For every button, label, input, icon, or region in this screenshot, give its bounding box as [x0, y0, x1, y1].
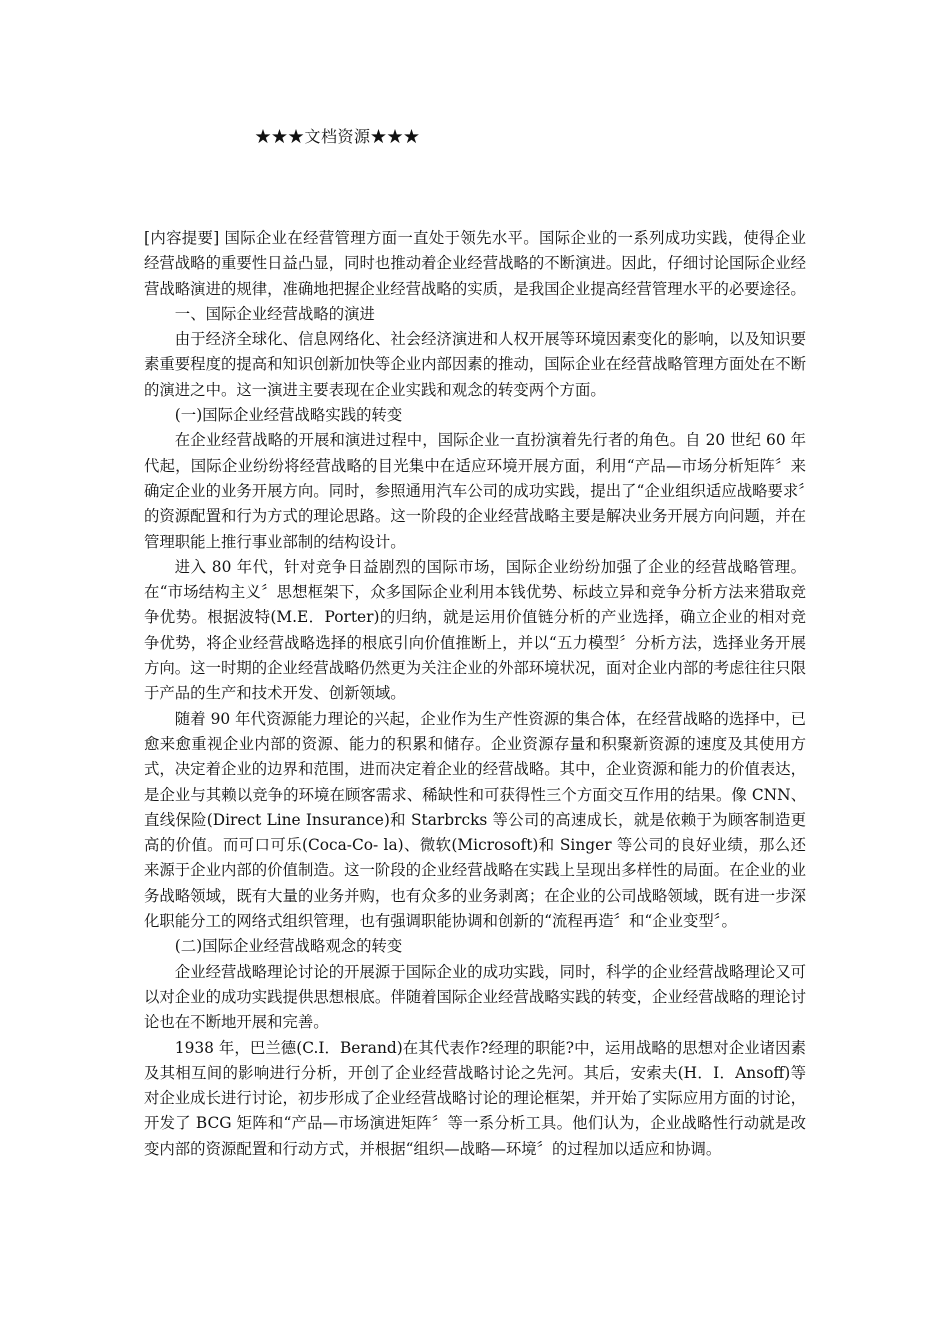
section-heading: 一、国际企业经营战略的演进	[174, 304, 375, 323]
document-header-title: ★★★文档资源★★★	[255, 127, 421, 146]
subsection-heading: (一)国际企业经营战略实践的转变	[174, 406, 403, 425]
body-paragraph: 进入 80 年代，针对竞争日益剧烈的国际市场，国际企业纷纷加强了企业的经营战略管理。在“市场结构主义〞思想框架下，众多国际企业利用本钱优势、标歧立异和竞争分析方法来猎取竞争优势。根据波特(M.E．Porter)的归纳，就是运用价值链分析的产业选择，确立企业的相对竞争优势，将企业经营战略选择的根底引向价值推断上，并以“五力模型〞分析方法，选择业务开展方向。这一时期的企业经营战略仍然更为关注企业的外部环境状况，面对企业内部的考虑往往只限于产品的生产和技术开发、创新领域。	[144, 557, 806, 703]
body-paragraph: 随着 90 年代资源能力理论的兴起，企业作为生产性资源的集合体，在经营战略的选择中，已愈来愈重视企业内部的资源、能力的积累和储存。企业资源存量和积聚新资源的速度及其使用方式，决定着企业的边界和范围，进而决定着企业的经营战略。其中，企业资源和能力的价值表达，是企业与其赖以竞争的环境在顾客需求、稀缺性和可获得性三个方面交互作用的结果。像 CNN、直线保险(Direct Line Insurance)和 Starbrcks 等公司的高速成长，就是依赖于为顾客制造更高的价值。而可口可乐(Coca-Co- la)、微软(Microsoft)和 Singer 等公司的良好业绩，那么还来源于企业内部的价值制造。这一阶段的企业经营战略在实践上呈现出多样性的局面。在企业的业务战略领域，既有大量的业务并购，也有众多的业务剥离；在企业的公司战略领域，既有进一步深化职能分工的网络式组织管理，也有强调职能协调和创新的“流程再造〞和“企业变型〞。	[144, 709, 806, 931]
body-paragraph: 1938 年，巴兰德(C.I．Berand)在其代表作?经理的职能?中，运用战略的思想对企业诸因素及其相互间的影响进行分析，开创了企业经营战略讨论之先河。其后，安索夫(H．I．Ansoff)等对企业成长进行讨论，初步形成了企业经营战略讨论的理论框架，并开始了实际应用方面的讨论，开发了 BCG 矩阵和“产品—市场演进矩阵〞等一系分析工具。他们认为，企业战略性行动就是改变内部的资源配置和行动方式，并根据“组织—战略—环境〞的过程加以适应和协调。	[144, 1038, 806, 1158]
subsection-heading: (二)国际企业经营战略观念的转变	[174, 937, 403, 956]
body-paragraph: 由于经济全球化、信息网络化、社会经济演进和人权开展等环境因素变化的影响，以及知识要素重要程度的提高和知识创新加快等企业内部因素的推动，国际企业在经营战略管理方面处在不断的演进之中。这一演进主要表现在企业实践和观念的转变两个方面。	[144, 330, 806, 399]
document-body	[144, 226, 806, 1162]
abstract-paragraph: [内容提要] 国际企业在经营管理方面一直处于领先水平。国际企业的一系列成功实践，使得企业经营战略的重要性日益凸显，同时也推动着企业经营战略的不断演进。因此，仔细讨论国际企业经营战略演进的规律，准确地把握企业经营战略的实质，是我国企业提高经营管理水平的必要途径。	[144, 229, 806, 298]
body-paragraph: 在企业经营战略的开展和演进过程中，国际企业一直扮演着先行者的角色。自 20 世纪 60 年代起，国际企业纷纷将经营战略的目光集中在适应环境开展方面，利用“产品—市场分析矩阵〞来确定企业的业务开展方向。同时，参照通用汽车公司的成功实践，提出了“企业组织适应战略要求〞的资源配置和行为方式的理论思路。这一阶段的企业经营战略主要是解决业务开展方向问题，并在管理职能上推行事业部制的结构设计。	[144, 431, 806, 551]
body-paragraph: 企业经营战略理论讨论的开展源于国际企业的成功实践，同时，科学的企业经营战略理论又可以对企业的成功实践提供思想根底。伴随着国际企业经营战略实践的转变，企业经营战略的理论讨论也在不断地开展和完善。	[144, 962, 806, 1032]
